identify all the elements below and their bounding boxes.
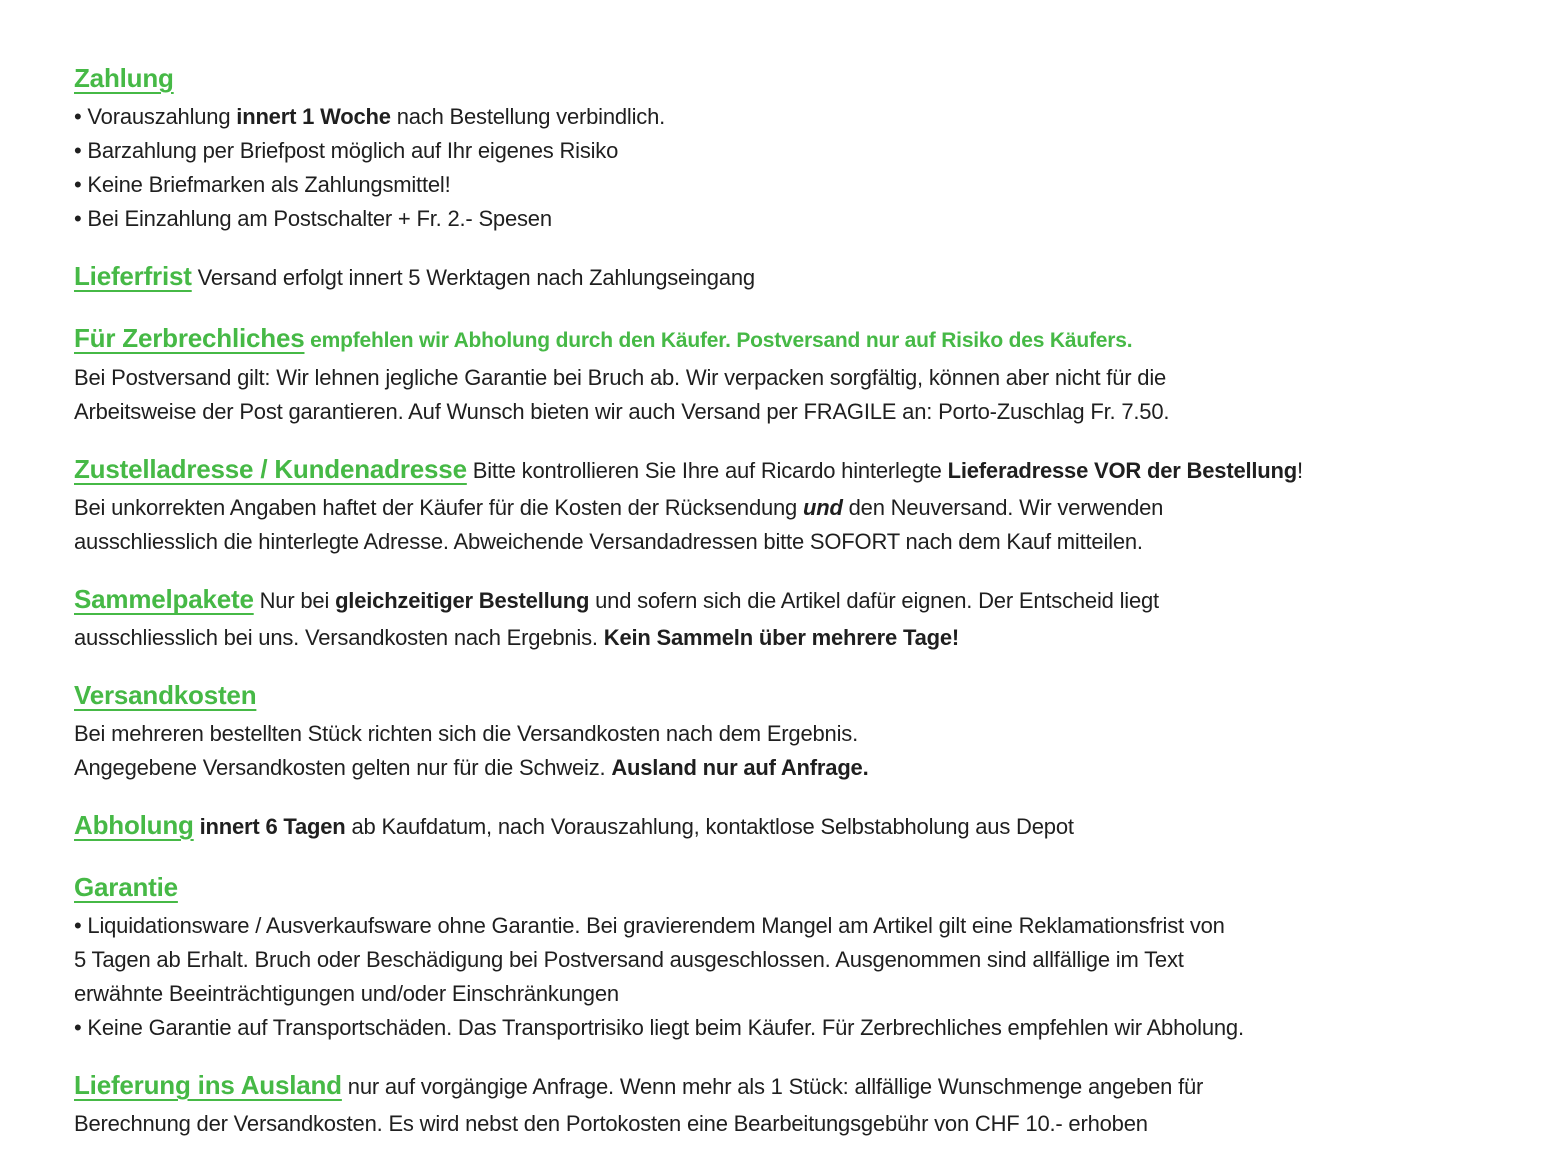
text-line — [74, 621, 1484, 655]
text-line — [74, 100, 1484, 134]
text-run: Bei unkorrekten Angaben haftet der Käufer für die Kosten der Rücksendung — [74, 495, 803, 520]
text-line — [74, 1107, 1484, 1141]
text-run: Lieferadresse VOR der Bestellung — [947, 458, 1298, 483]
text-line — [74, 943, 1484, 977]
text-line — [74, 717, 1484, 751]
section-heading: Abholung — [74, 810, 194, 840]
text-run: • Bei Einzahlung am Postschalter + Fr. 2.- Spesen — [74, 206, 552, 231]
text-run: Angegebene Versandkosten gelten nur für die Schweiz. — [74, 755, 612, 780]
section-lieferung-ausland — [74, 1065, 1484, 1141]
text-run: gleichzeitiger Bestellung — [335, 588, 590, 613]
section-heading: Zahlung — [74, 63, 174, 93]
text-line — [74, 491, 1484, 525]
section-versandkosten — [74, 675, 1484, 785]
section-garantie — [74, 867, 1484, 1045]
text-run: Bei mehreren bestellten Stück richten sich die Versandkosten nach dem Ergebnis. — [74, 721, 858, 746]
text-run: innert 1 Woche — [236, 104, 391, 129]
section-heading: Für Zerbrechliches — [74, 323, 305, 353]
section-zahlung — [74, 58, 1484, 236]
text-run: erwähnte Beeinträchtigungen und/oder Einschränkungen — [74, 981, 619, 1006]
section-heading: Lieferfrist — [74, 261, 192, 291]
text-run: und — [803, 495, 843, 520]
text-line — [74, 977, 1484, 1011]
text-run: Arbeitsweise der Post garantieren. Auf Wunsch bieten wir auch Versand per FRAGILE an: Porto-Zuschlag Fr. 7.50. — [74, 399, 1170, 424]
text-run: ab Kaufdatum, nach Vorauszahlung, kontaktlose Selbstabholung aus Depot — [345, 814, 1074, 839]
text-run: Versand erfolgt innert 5 Werktagen nach Zahlungseingang — [191, 265, 755, 290]
section-sammelpakete — [74, 579, 1484, 655]
text-run: • Liquidationsware / Ausverkaufsware ohne Garantie. Bei gravierendem Mangel am Artikel gilt eine Reklamationsfrist von — [74, 913, 1225, 938]
text-run: Bei Postversand gilt: Wir lehnen jegliche Garantie bei Bruch ab. Wir verpacken sorgfältig, können aber nicht für die — [74, 365, 1167, 390]
text-run: innert 6 Tagen — [199, 814, 346, 839]
text-run: ausschliesslich bei uns. Versandkosten nach Ergebnis. — [74, 625, 604, 650]
text-run: • Keine Garantie auf Transportschäden. Das Transportrisiko liegt beim Käufer. Für Zerbrechliches empfehlen wir Abholung. — [74, 1015, 1244, 1040]
text-line — [74, 395, 1484, 429]
text-run: • Keine Briefmarken als Zahlungsmittel! — [74, 172, 451, 197]
text-run: den Neuversand. Wir verwenden — [842, 495, 1164, 520]
text-line — [74, 318, 1484, 361]
text-run: nur auf vorgängige Anfrage. Wenn mehr als 1 Stück: allfällige Wunschmenge angeben für — [341, 1074, 1204, 1099]
text-line — [74, 202, 1484, 236]
text-line — [74, 525, 1484, 559]
text-run: 5 Tagen ab Erhalt. Bruch oder Beschädigung bei Postversand ausgeschlossen. Ausgenommen sind allfällige im Text — [74, 947, 1184, 972]
section-zustelladresse — [74, 449, 1484, 559]
section-heading: Zustelladresse / Kundenadresse — [74, 454, 467, 484]
text-line — [74, 134, 1484, 168]
section-heading: Sammelpakete — [74, 584, 254, 614]
text-run: Berechnung der Versandkosten. Es wird nebst den Portokosten eine Bearbeitungsgebühr von CHF 10.- erhoben — [74, 1111, 1148, 1136]
text-run: Bitte kontrollieren Sie Ihre auf Ricardo hinterlegte — [466, 458, 948, 483]
text-run: • Vorauszahlung — [74, 104, 237, 129]
text-line — [74, 675, 1484, 717]
text-line — [74, 579, 1484, 621]
text-line — [74, 1065, 1484, 1107]
text-run: ! — [1297, 458, 1303, 483]
text-line — [74, 867, 1484, 909]
section-heading: Versandkosten — [74, 680, 257, 710]
section-fuer-zerbrechliches — [74, 318, 1484, 429]
text-line — [74, 751, 1484, 785]
text-line — [74, 805, 1484, 847]
section-lieferfrist — [74, 256, 1484, 298]
text-run: Nur bei — [253, 588, 336, 613]
text-line — [74, 256, 1484, 298]
text-run: nach Bestellung verbindlich. — [390, 104, 666, 129]
text-run: Ausland nur auf Anfrage. — [611, 755, 869, 780]
text-line — [74, 449, 1484, 491]
text-line — [74, 168, 1484, 202]
section-heading: Lieferung ins Ausland — [74, 1070, 342, 1100]
section-heading: Garantie — [74, 872, 178, 902]
text-line — [74, 58, 1484, 100]
section-abholung — [74, 805, 1484, 847]
text-run: • Barzahlung per Briefpost möglich auf Ihr eigenes Risiko — [74, 138, 619, 163]
text-line — [74, 1011, 1484, 1045]
text-run: Kein Sammeln über mehrere Tage! — [603, 625, 960, 650]
text-run: ausschliesslich die hinterlegte Adresse. Abweichende Versandadressen bitte SOFORT nach dem Kauf mitteilen. — [74, 529, 1143, 554]
text-line — [74, 909, 1484, 943]
text-line — [74, 361, 1484, 395]
text-run: und sofern sich die Artikel dafür eignen. Der Entscheid liegt — [589, 588, 1159, 613]
text-run: empfehlen wir Abholung durch den Käufer. Postversand nur auf Risiko des Käufers. — [304, 329, 1133, 352]
